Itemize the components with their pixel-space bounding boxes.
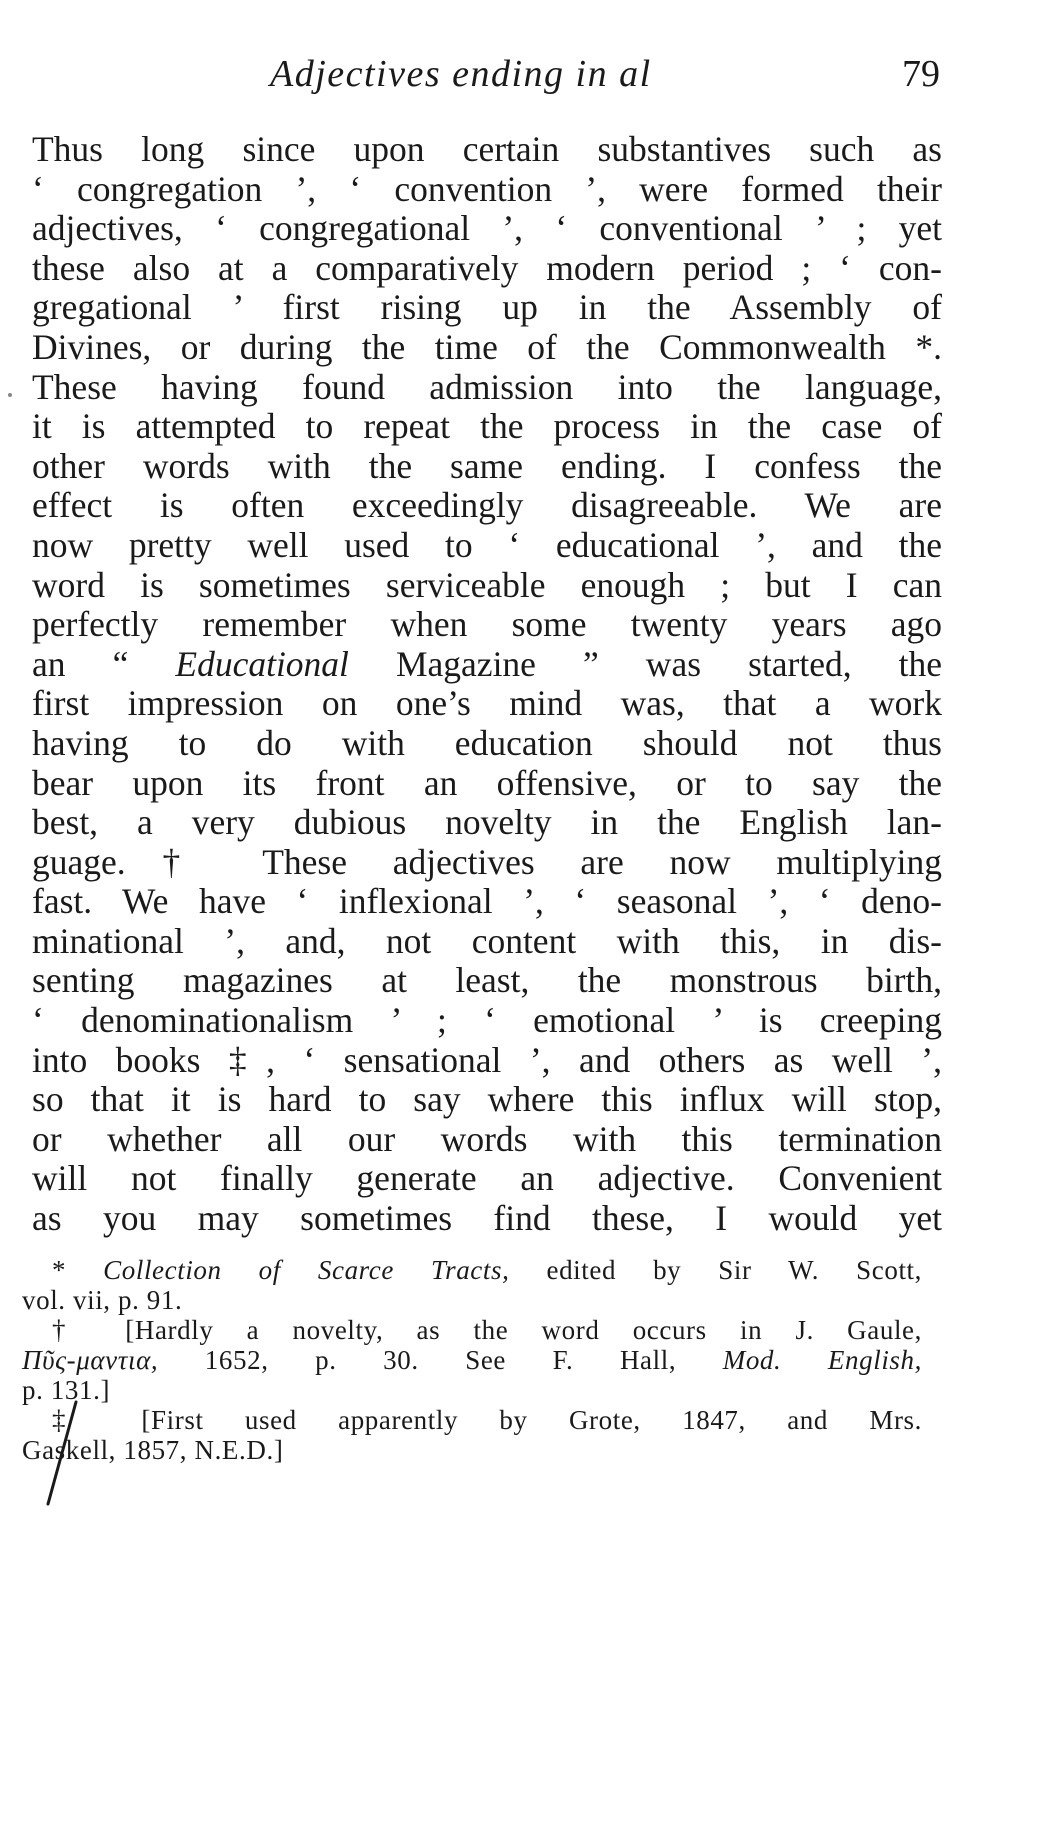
footnote-1-line-2: vol. vii, p. 91. <box>22 1285 183 1315</box>
text-line: these also at a comparatively modern period ; ‘ con- <box>32 247 942 288</box>
footnotes <box>22 1255 922 1465</box>
text-line: These having found admission into the language, <box>32 366 942 407</box>
text-line-with-italic <box>32 645 942 685</box>
text-line: guage.† These adjectives are now multiplying <box>32 841 942 882</box>
text-line: or whether all our words with this termination <box>32 1118 942 1159</box>
footnote-marker: * <box>52 1255 104 1285</box>
text-line: ‘ denominationalism ’ ; ‘ emotional ’ is creeping <box>32 1000 942 1041</box>
line-text-post: Magazine ” was started, the <box>348 643 943 684</box>
margin-mark <box>8 393 12 397</box>
text-line: will not finally generate an adjective. Convenient <box>32 1158 942 1199</box>
text-line: effect is often exceedingly disagreeable. We are <box>32 485 942 526</box>
text-line: Thus long since upon certain substantives such as <box>32 129 942 169</box>
text-line: first impression on one’s mind was, that a work <box>32 683 942 724</box>
text-line: ‘ congregation ’, ‘ convention ’, were formed their <box>32 168 942 209</box>
magazine-title: Educational <box>175 643 349 684</box>
cited-work-title: Collection of Scarce Tracts, <box>103 1255 510 1285</box>
footnote-text: 1652, p. 30. See F. Hall, <box>158 1345 723 1375</box>
text-line: senting magazines at least, the monstrous birth, <box>32 960 942 1001</box>
footnote-1-line-1 <box>22 1255 922 1285</box>
pen-mark-icon <box>42 1398 82 1508</box>
text-line: Divines, or during the time of the Commonwealth *. <box>32 326 942 367</box>
text-line: perfectly remember when some twenty years ago <box>32 604 942 645</box>
text-line: having to do with education should not thus <box>32 722 942 763</box>
footnote-3-line-2: Gaskell, 1857, N.E.D.] <box>22 1435 284 1465</box>
cited-work-title: Mod. English, <box>722 1345 922 1375</box>
line-text-pre: an “ <box>32 643 176 684</box>
text-line: other words with the same ending. I confess the <box>32 445 942 486</box>
text-line: bear upon its front an offensive, or to say the <box>32 762 942 803</box>
footnote-2-line-1: † [Hardly a novelty, as the word occurs in J. Gaule, <box>52 1315 922 1345</box>
body-text <box>32 130 942 1239</box>
text-line: word is sometimes serviceable enough ; but I can <box>32 564 942 605</box>
text-line: fast. We have ‘ inflexional ’, ‘ seasonal ’, ‘ deno- <box>32 881 942 922</box>
text-line: adjectives, ‘ congregational ’, ‘ conventional ’ ; yet <box>32 208 942 249</box>
footnote-2-line-3: p. 131.] <box>22 1375 111 1405</box>
text-line: into books ‡, ‘ sensational ’, and others as well ’, <box>32 1039 942 1080</box>
running-title: Adjectives ending in al <box>270 53 652 95</box>
text-line: gregational ’ first rising up in the Assembly of <box>32 287 942 328</box>
text-line: as you may sometimes find these, I would yet <box>32 1198 942 1239</box>
text-line: so that it is hard to say where this influx will stop, <box>32 1079 942 1120</box>
running-head <box>40 52 940 112</box>
footnote-2-line-2 <box>22 1345 922 1375</box>
footnote-3-line-1: ‡ [First used apparently by Grote, 1847, and Mrs. <box>52 1405 922 1435</box>
text-line: it is attempted to repeat the process in the case of <box>32 406 942 447</box>
greek-word: Πῦς-μαντια, <box>22 1345 159 1375</box>
text-line: minational ’, and, not content with this, in dis- <box>32 920 942 961</box>
footnote-text: edited by Sir W. Scott, <box>509 1255 922 1285</box>
page-number: 79 <box>902 53 940 95</box>
text-line: best, a very dubious novelty in the English lan- <box>32 802 942 843</box>
text-line: now pretty well used to ‘ educational ’, and the <box>32 524 942 565</box>
